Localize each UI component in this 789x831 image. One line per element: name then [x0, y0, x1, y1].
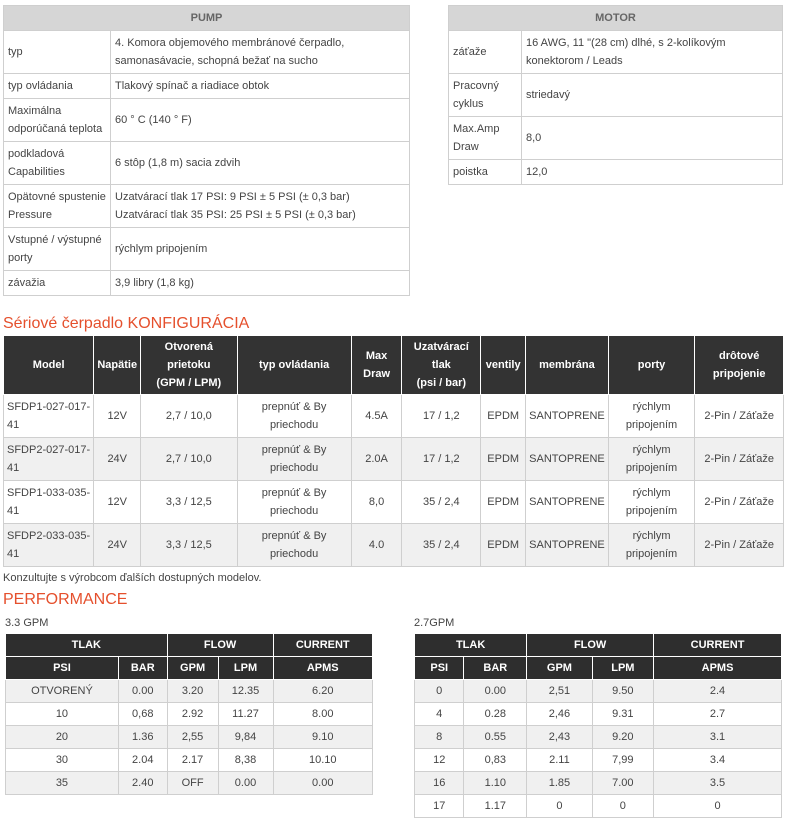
perf-cell: 8.00 — [273, 703, 372, 726]
perf-cell: 8 — [415, 726, 464, 749]
config-cell: 17 / 1,2 — [402, 395, 481, 438]
performance-table-2-7gpm — [414, 633, 782, 818]
pump-row-value-line: 3,9 libry (1,8 kg) — [115, 277, 194, 289]
config-col-header — [608, 336, 695, 395]
config-cell: 2-Pin / Záťaže — [695, 524, 784, 567]
config-cell: 24V — [94, 438, 141, 481]
perf-group-header: FLOW — [167, 634, 273, 657]
config-col-header — [4, 336, 94, 395]
config-cell: 2-Pin / Záťaže — [695, 438, 784, 481]
perf-row — [6, 749, 373, 772]
motor-row-value: striedavý — [522, 74, 783, 117]
config-cell: 17 / 1,2 — [402, 438, 481, 481]
config-cell: 2,7 / 10,0 — [141, 438, 237, 481]
pump-row-value-line: rýchlym pripojením — [115, 243, 208, 255]
perf-cell: 12.35 — [218, 680, 273, 703]
perf-group-header: TLAK — [415, 634, 527, 657]
pump-row — [4, 31, 410, 74]
config-col-header-line: pripojenie — [712, 368, 766, 380]
config-note: Konzultujte s výrobcom ďalších dostupných modelov. — [3, 572, 262, 584]
perf-cell: 2.17 — [167, 749, 218, 772]
config-cell: EPDM — [481, 438, 526, 481]
config-cell: rýchlym pripojením — [608, 395, 695, 438]
perf-cell: 30 — [6, 749, 119, 772]
pump-row-value — [111, 142, 410, 185]
perf-cell: 2,46 — [527, 703, 592, 726]
config-col-header-line: porty — [637, 359, 666, 371]
config-col-header-line: (psi / bar) — [416, 377, 467, 389]
config-cell: 12V — [94, 481, 141, 524]
pump-row-value-line: 4. Komora objemového membránové čerpadlo, — [115, 37, 345, 49]
config-cell: SANTOPRENE — [526, 481, 609, 524]
pump-row-value-line: samonasávacie, schopná bežať na sucho — [115, 55, 318, 67]
perf-cell: 10.10 — [273, 749, 372, 772]
config-col-header-line: Otvorená — [164, 341, 213, 353]
perf-row — [6, 772, 373, 795]
perf-cell: 3.20 — [167, 680, 218, 703]
config-cell: prepnúť & By priechodu — [237, 395, 351, 438]
perf-cell: 16 — [415, 772, 464, 795]
config-cell: 3,3 / 12,5 — [141, 524, 237, 567]
perf-sub-header: BAR — [464, 657, 527, 680]
config-cell: SANTOPRENE — [526, 524, 609, 567]
config-cell: SFDP2-033-035-41 — [4, 524, 94, 567]
config-cell: SANTOPRENE — [526, 438, 609, 481]
config-col-header — [695, 336, 784, 395]
config-col-header-line: drôtové — [719, 350, 760, 362]
config-cell: SFDP2-027-017-41 — [4, 438, 94, 481]
perf-cell: 6.20 — [273, 680, 372, 703]
perf-row — [415, 680, 782, 703]
config-cell: 12V — [94, 395, 141, 438]
perf-cell: 2,43 — [527, 726, 592, 749]
perf-cell: 1.17 — [464, 795, 527, 818]
pump-row-label: typ — [4, 31, 111, 74]
perf-group-header: CURRENT — [654, 634, 782, 657]
pump-row — [4, 74, 410, 99]
motor-row-value: 12,0 — [522, 160, 783, 185]
config-cell: 35 / 2,4 — [402, 481, 481, 524]
config-cell: SANTOPRENE — [526, 395, 609, 438]
perf-cell: 2.92 — [167, 703, 218, 726]
config-col-header — [237, 336, 351, 395]
config-cell: rýchlym pripojením — [608, 481, 695, 524]
pump-row — [4, 271, 410, 296]
config-col-header-line: membrána — [539, 359, 595, 371]
config-cell: EPDM — [481, 395, 526, 438]
config-title: Sériové čerpadlo KONFIGURÁCIA — [3, 315, 250, 332]
pump-row — [4, 142, 410, 185]
pump-row-value-line: 6 stôp (1,8 m) sacia zdvih — [115, 157, 241, 169]
config-cell: 35 / 2,4 — [402, 524, 481, 567]
pump-row-value — [111, 185, 410, 228]
perf-cell: 8,38 — [218, 749, 273, 772]
config-col-header-line: (GPM / LPM) — [156, 377, 222, 389]
perf-sub-header: APMS — [273, 657, 372, 680]
config-col-header — [481, 336, 526, 395]
pump-spec-table — [3, 5, 410, 296]
perf-cell: 35 — [6, 772, 119, 795]
config-cell: prepnúť & By priechodu — [237, 438, 351, 481]
perf-group-header-row — [6, 634, 373, 657]
config-col-header-line: tlak — [431, 359, 451, 371]
motor-row — [449, 74, 783, 117]
perf-cell: 0.00 — [273, 772, 372, 795]
pump-row-value-line: Tlakový spínač a riadiace obtok — [115, 80, 270, 92]
config-cell: 8,0 — [351, 481, 402, 524]
perf-cell: 4 — [415, 703, 464, 726]
config-cell: 2-Pin / Záťaže — [695, 481, 784, 524]
perf-cell: 20 — [6, 726, 119, 749]
config-col-header — [402, 336, 481, 395]
pump-row-label: Maximálna odporúčaná teplota — [4, 99, 111, 142]
config-col-header — [94, 336, 141, 395]
config-row — [4, 438, 784, 481]
perf-row — [415, 795, 782, 818]
perf-sub-header: APMS — [654, 657, 782, 680]
motor-header: MOTOR — [449, 6, 783, 31]
motor-row-label: poistka — [449, 160, 522, 185]
pump-header: PUMP — [4, 6, 410, 31]
pump-row — [4, 99, 410, 142]
perf-row — [415, 703, 782, 726]
perf-sub-header: LPM — [592, 657, 653, 680]
config-cell: 2-Pin / Záťaže — [695, 395, 784, 438]
perf-sub-header: PSI — [415, 657, 464, 680]
perf-cell: 12 — [415, 749, 464, 772]
pump-row-label: Opätovné spustenie Pressure — [4, 185, 111, 228]
config-cell: 24V — [94, 524, 141, 567]
perf-sub-header-row — [6, 657, 373, 680]
config-col-header-line: Napätie — [97, 359, 138, 371]
motor-row — [449, 31, 783, 74]
perf-sub-header: LPM — [218, 657, 273, 680]
perf-cell: 0 — [527, 795, 592, 818]
pump-row-label: Vstupné / výstupné porty — [4, 228, 111, 271]
motor-row-value: 16 AWG, 11 "(28 cm) dlhé, s 2-kolíkovým konektorom / Leads — [522, 31, 783, 74]
config-cell: 3,3 / 12,5 — [141, 481, 237, 524]
config-col-header-line: prietoku — [167, 359, 211, 371]
config-col-header — [526, 336, 609, 395]
perf-sub-header: GPM — [167, 657, 218, 680]
perf-cell: 3.1 — [654, 726, 782, 749]
perf-cell: 2.40 — [118, 772, 167, 795]
perf-sub-header-row — [415, 657, 782, 680]
pump-row-label: závažia — [4, 271, 111, 296]
config-cell: rýchlym pripojením — [608, 524, 695, 567]
perf-cell: 7,99 — [592, 749, 653, 772]
perf-row — [415, 726, 782, 749]
pump-row — [4, 228, 410, 271]
perf-cell: 0.28 — [464, 703, 527, 726]
perf-cell: 17 — [415, 795, 464, 818]
performance-table-3-3gpm — [5, 633, 373, 795]
config-cell: 2,7 / 10,0 — [141, 395, 237, 438]
perf-cell: 3.5 — [654, 772, 782, 795]
perf-cell: 0.55 — [464, 726, 527, 749]
perf-sub-header: GPM — [527, 657, 592, 680]
perf-cell: 1.36 — [118, 726, 167, 749]
perf-cell: OTVORENÝ — [6, 680, 119, 703]
perf-cell: 2.11 — [527, 749, 592, 772]
motor-row-label: záťaže — [449, 31, 522, 74]
perf-row — [6, 703, 373, 726]
perf-label-3-3gpm: 3.3 GPM — [5, 617, 49, 629]
config-cell: prepnúť & By priechodu — [237, 524, 351, 567]
perf-row — [6, 680, 373, 703]
motor-row-label: Max.Amp Draw — [449, 117, 522, 160]
config-cell: SFDP1-027-017-41 — [4, 395, 94, 438]
pump-row — [4, 185, 410, 228]
config-row — [4, 524, 784, 567]
config-col-header — [351, 336, 402, 395]
perf-cell: 0.00 — [118, 680, 167, 703]
perf-cell: 0.00 — [218, 772, 273, 795]
perf-row — [415, 749, 782, 772]
perf-cell: 9.50 — [592, 680, 653, 703]
motor-row-label: Pracovný cyklus — [449, 74, 522, 117]
perf-cell: 2,55 — [167, 726, 218, 749]
perf-sub-header: PSI — [6, 657, 119, 680]
perf-cell: 2.04 — [118, 749, 167, 772]
perf-cell: 0,83 — [464, 749, 527, 772]
perf-cell: 1.85 — [527, 772, 592, 795]
perf-row — [6, 726, 373, 749]
config-table — [3, 335, 784, 567]
pump-row-value-line: Uzatvárací tlak 17 PSI: 9 PSI ± 5 PSI (± 0,3 bar) — [115, 191, 350, 203]
performance-title: PERFORMANCE — [3, 591, 128, 608]
perf-cell: 0 — [654, 795, 782, 818]
motor-row — [449, 117, 783, 160]
motor-row — [449, 160, 783, 185]
config-cell: 4.5A — [351, 395, 402, 438]
pump-row-value — [111, 74, 410, 99]
config-col-header-line: Model — [32, 359, 65, 371]
pump-row-value-line: Uzatvárací tlak 35 PSI: 25 PSI ± 5 PSI (± 0,3 bar) — [115, 209, 356, 221]
perf-label-2-7gpm: 2.7GPM — [414, 617, 455, 629]
perf-cell: 0 — [592, 795, 653, 818]
pump-row-label: podkladová Capabilities — [4, 142, 111, 185]
config-col-header-line: Draw — [363, 368, 391, 380]
perf-cell: 3.4 — [654, 749, 782, 772]
config-col-header — [141, 336, 237, 395]
perf-cell: OFF — [167, 772, 218, 795]
perf-cell: 1.10 — [464, 772, 527, 795]
pump-row-value — [111, 31, 410, 74]
config-col-header-line: Uzatvárací — [413, 341, 469, 353]
perf-group-header-row — [415, 634, 782, 657]
pump-row-value — [111, 99, 410, 142]
config-row — [4, 395, 784, 438]
perf-cell: 0.00 — [464, 680, 527, 703]
pump-row-label: typ ovládania — [4, 74, 111, 99]
perf-cell: 2.4 — [654, 680, 782, 703]
motor-spec-table — [448, 5, 783, 185]
perf-cell: 2,51 — [527, 680, 592, 703]
perf-cell: 11.27 — [218, 703, 273, 726]
pump-row-value — [111, 271, 410, 296]
perf-cell: 0 — [415, 680, 464, 703]
pump-row-value-line: 60 ° C (140 ° F) — [115, 114, 192, 126]
config-col-header-line: Max — [365, 350, 388, 362]
perf-row — [415, 772, 782, 795]
perf-group-header: FLOW — [527, 634, 654, 657]
perf-cell: 2.7 — [654, 703, 782, 726]
pump-row-value — [111, 228, 410, 271]
perf-group-header: TLAK — [6, 634, 168, 657]
perf-cell: 9.20 — [592, 726, 653, 749]
perf-group-header: CURRENT — [273, 634, 372, 657]
config-cell: 4.0 — [351, 524, 402, 567]
config-cell: prepnúť & By priechodu — [237, 481, 351, 524]
config-cell: SFDP1-033-035-41 — [4, 481, 94, 524]
perf-cell: 9.31 — [592, 703, 653, 726]
motor-row-value: 8,0 — [522, 117, 783, 160]
config-row — [4, 481, 784, 524]
config-col-header-line: ventily — [485, 359, 521, 371]
config-col-header-line: typ ovládania — [258, 359, 330, 371]
config-cell: EPDM — [481, 481, 526, 524]
config-cell: rýchlym pripojením — [608, 438, 695, 481]
config-cell: 2.0A — [351, 438, 402, 481]
config-cell: EPDM — [481, 524, 526, 567]
perf-cell: 10 — [6, 703, 119, 726]
perf-cell: 9.10 — [273, 726, 372, 749]
perf-cell: 9,84 — [218, 726, 273, 749]
perf-sub-header: BAR — [118, 657, 167, 680]
perf-cell: 0,68 — [118, 703, 167, 726]
perf-cell: 7.00 — [592, 772, 653, 795]
